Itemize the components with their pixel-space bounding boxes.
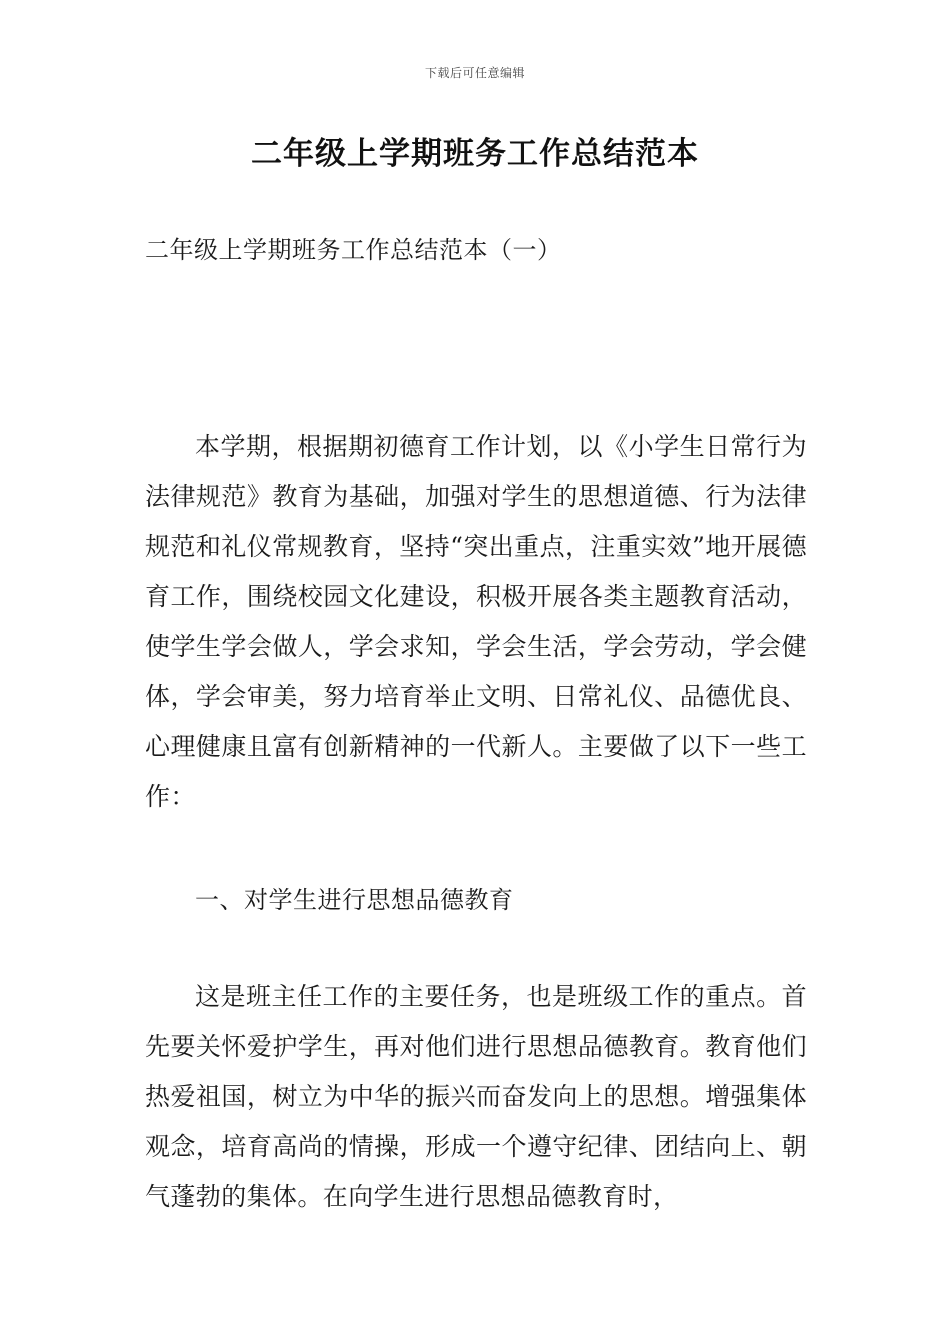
body-paragraph: 这是班主任工作的主要任务，也是班级工作的重点。首先要关怀爱护学生，再对他们进行思想品德教育。教育他们热爱祖国，树立为中华的振兴而奋发向上的思想。增强集体观念，培育高尚的情操，形成一个遵守纪律、团结向上、朝气蓬勃的集体。在向学生进行思想品德教育时， — [145, 982, 807, 1211]
section-heading: 一、对学生进行思想品德教育 — [195, 886, 514, 914]
header-note: 下载后可任意编辑 — [424, 66, 525, 80]
document-subtitle: 二年级上学期班务工作总结范本（一） — [145, 236, 562, 264]
document-title: 二年级上学期班务工作总结范本 — [251, 136, 699, 172]
intro-paragraph: 本学期，根据期初德育工作计划，以《小学生日常行为法律规范》教育为基础，加强对学生的思想道德、行为法律规范和礼仪常规教育，坚持“突出重点，注重实效”地开展德育工作，围绕校园文化建设，积极开展各类主题教育活动，使学生学会做人，学会求知，学会生活，学会劳动，学会健体，学会审美，努力培育举止文明、日常礼仪、品德优良、心理健康且富有创新精神的一代新人。主要做了以下一些工作： — [145, 432, 807, 811]
